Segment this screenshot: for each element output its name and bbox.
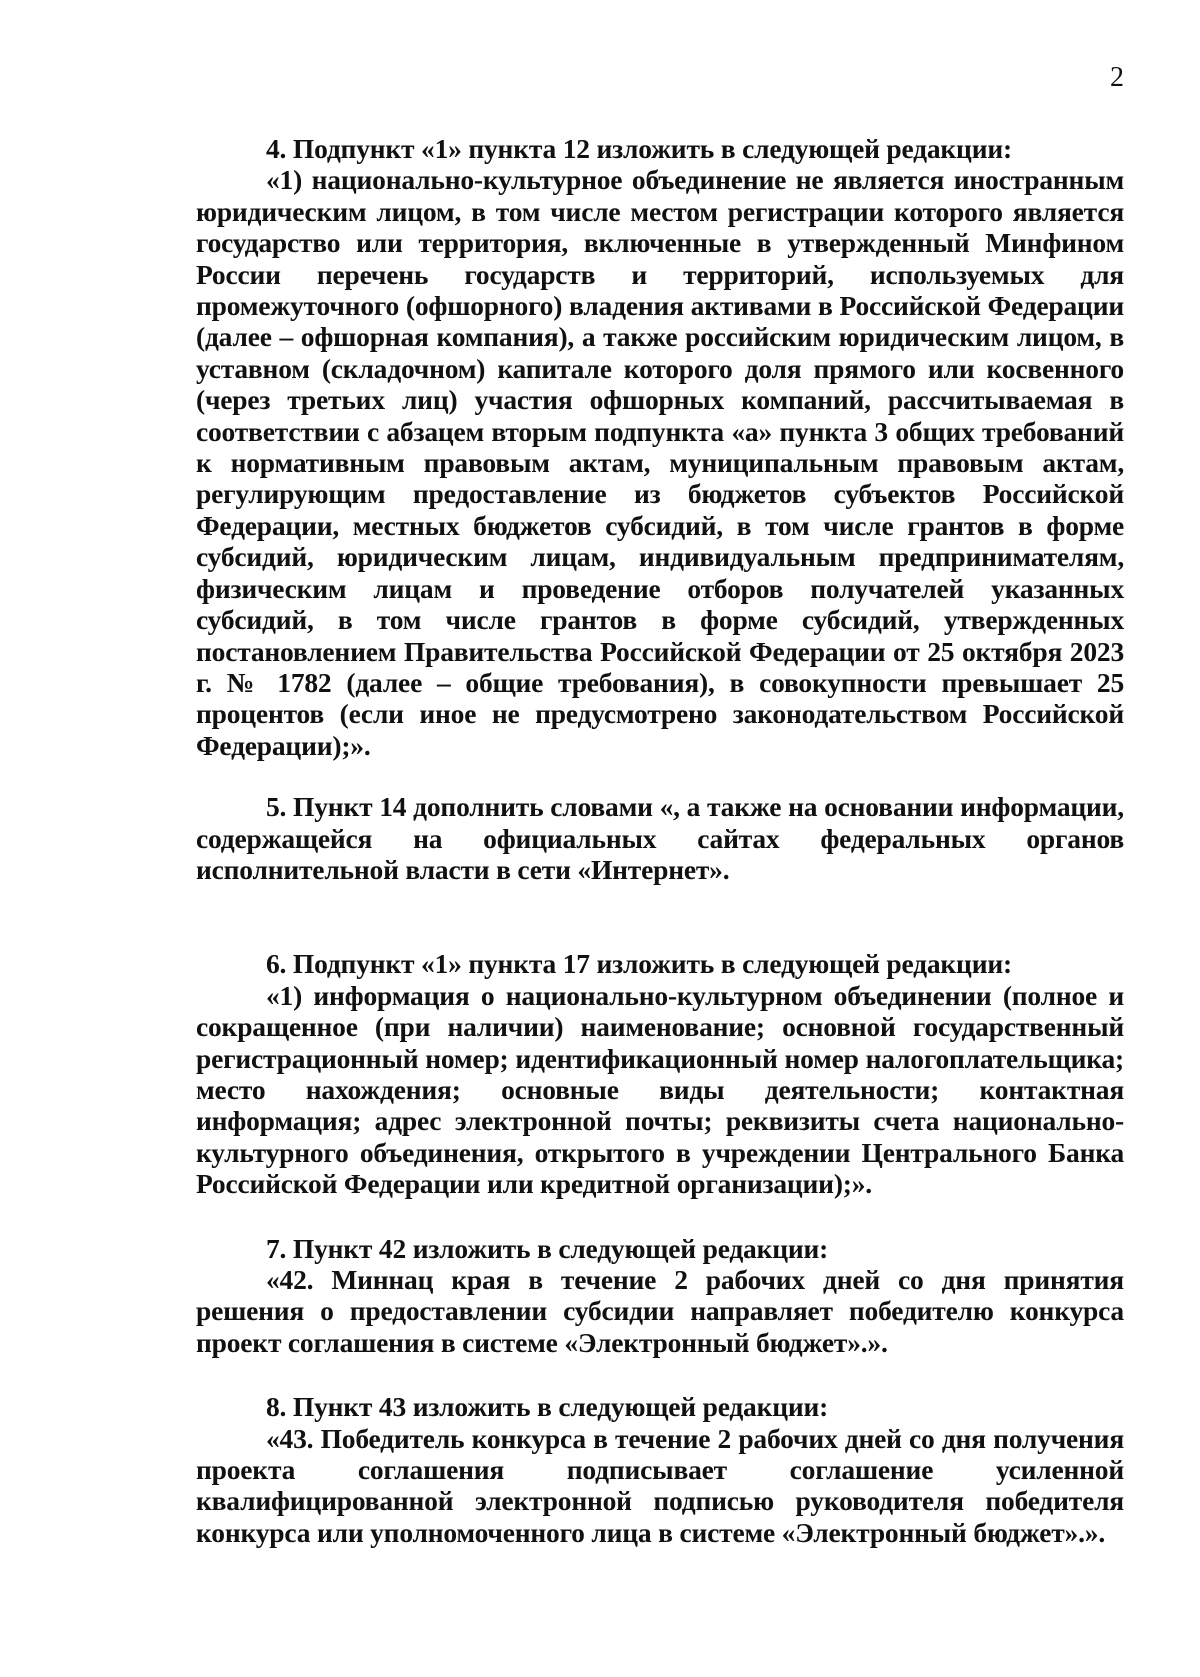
document-body xyxy=(196,133,1124,1548)
item-5-heading: 5. Пункт 14 дополнить словами «, а также на основании информации, содержащейся на официальных сайтах федеральных органов исполнительной власти в сети «Интернет». xyxy=(196,791,1124,885)
item-4 xyxy=(196,133,1124,761)
item-6 xyxy=(196,948,1124,1199)
item-4-heading: 4. Подпункт «1» пункта 12 изложить в следующей редакции: xyxy=(266,133,1012,164)
item-8-body: «43. Победитель конкурса в течение 2 рабочих дней со дня получения проекта соглашения подписывает соглашение усиленной квалифицированной электронной подписью руководителя победителя конкурса или уполномоченного лица в системе «Электронный бюджет».». xyxy=(196,1422,1124,1548)
item-6-body: «1) информация о национально-культурном объединении (полное и сокращенное (при наличии) наименование; основной государственный регистрационный номер; идентификационный номер налогоплательщика; место нахождения; основные виды деятельности; контактная информация; адрес электронной почты; реквизиты счета национально-культурного объединения, открытого в учреждении Центрального Банка Российской Федерации или кредитной организации);». xyxy=(196,979,1124,1200)
item-4-body: «1) национально-культурное объединение не является иностранным юридическим лицом, в том числе местом регистрации которого является государство или территория, включенные в утвержденный Минфином России перечень государств и территорий, используемых для промежуточного (офшорного) владения активами в Российской Федерации (далее – офшорная компания), а также российским юридическим лицом, в уставном (складочном) капитале которого доля прямого или косвенного (через третьих лиц) участия офшорных компаний, рассчитываемая в соответствии с абзацем вторым подпункта «а» пункта 3 общих требований к нормативным правовым актам, муниципальным правовым актам, регулирующим предоставление из бюджетов субъектов Российской Федерации, местных бюджетов субсидий, в том числе грантов в форме субсидий, юридическим лицам, индивидуальным предпринимателям, физическим лицам и проведение отборов получателей указанных субсидий, в том числе грантов в форме субсидий, утвержденных постановлением Правительства Российской Федерации от 25 октября 2023 г. № 1782 (далее – общие требования), в совокупности превышает 25 процентов (если иное не предусмотрено законодательством Российской Федерации);». xyxy=(196,164,1124,761)
item-7-body: «42. Миннац края в течение 2 рабочих дней со дня принятия решения о предоставлении субсидии направляет победителю конкурса проект соглашения в системе «Электронный бюджет».». xyxy=(196,1264,1124,1358)
item-5 xyxy=(196,791,1124,885)
item-8-heading: 8. Пункт 43 изложить в следующей редакции: xyxy=(266,1391,829,1423)
item-8 xyxy=(196,1391,1124,1548)
item-6-heading: 6. Подпункт «1» пункта 17 изложить в следующей редакции: xyxy=(266,948,1012,980)
page-number: 2 xyxy=(1110,62,1124,93)
item-7 xyxy=(196,1233,1124,1359)
item-7-heading: 7. Пункт 42 изложить в следующей редакции: xyxy=(266,1232,829,1264)
